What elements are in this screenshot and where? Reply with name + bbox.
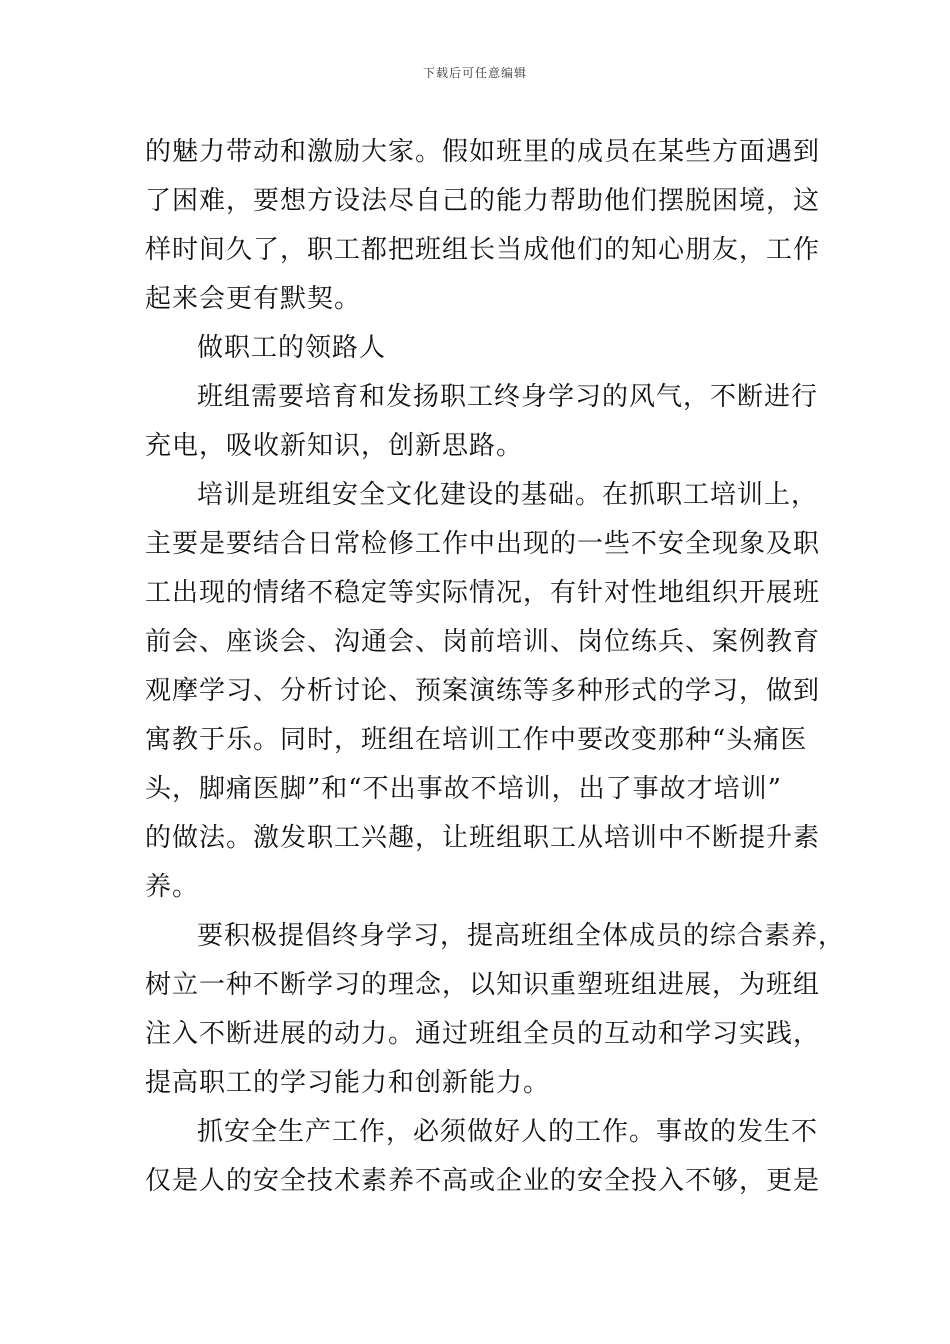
text-line: 工出现的情绪不稳定等实际情况，有针对性地组织开展班 [145,578,821,608]
text-line: 抓安全生产工作，必须做好人的工作。事故的发生不 [197,1117,819,1147]
text-line: 前会、座谈会、沟通会、岗前培训、岗位练兵、案例教育 [145,627,821,657]
text-line: 寓教于乐。同时，班组在培训工作中要改变那种“头痛医 [145,725,808,755]
text-line: 的魅力带动和激励大家。假如班里的成员在某些方面遇到 [145,137,821,167]
download-note: 下载后可任意编辑 [422,66,527,80]
text-line: 的做法。激发职工兴趣，让班组职工从培训中不断提升素 [145,823,821,853]
section-heading: 做职工的领路人 [197,333,387,363]
text-line: 了困难，要想方设法尽自己的能力帮助他们摆脱困境，这 [145,186,821,216]
text-line: 仅是人的安全技术素养不高或企业的安全投入不够，更是 [145,1166,821,1196]
text-line: 班组需要培育和发扬职工终身学习的风气，不断进行 [197,382,819,412]
text-line: 提高职工的学习能力和创新能力。 [145,1068,551,1098]
text-line: 培训是班组安全文化建设的基础。在抓职工培训上， [197,480,819,510]
text-line: 头，脚痛医脚”和“不出事故不培训，出了事故才培训” [145,774,782,804]
text-line: 观摩学习、分析讨论、预案演练等多种形式的学习，做到 [145,676,821,706]
document-body [145,128,846,1206]
text-line: 树立一种不断学习的理念，以知识重塑班组进展，为班组 [145,970,821,1000]
text-line: 主要是要结合日常检修工作中出现的一些不安全现象及职 [145,529,821,559]
text-line: 充电，吸收新知识，创新思路。 [145,431,524,461]
text-line: 起来会更有默契。 [145,284,362,314]
text-line: 样时间久了，职工都把班组长当成他们的知心朋友，工作 [145,235,821,265]
text-line: 注入不断进展的动力。通过班组全员的互动和学习实践， [145,1019,821,1049]
text-line: 养。 [145,872,200,902]
text-line: 要积极提倡终身学习，提高班组全体成员的综合素养， [197,921,846,951]
